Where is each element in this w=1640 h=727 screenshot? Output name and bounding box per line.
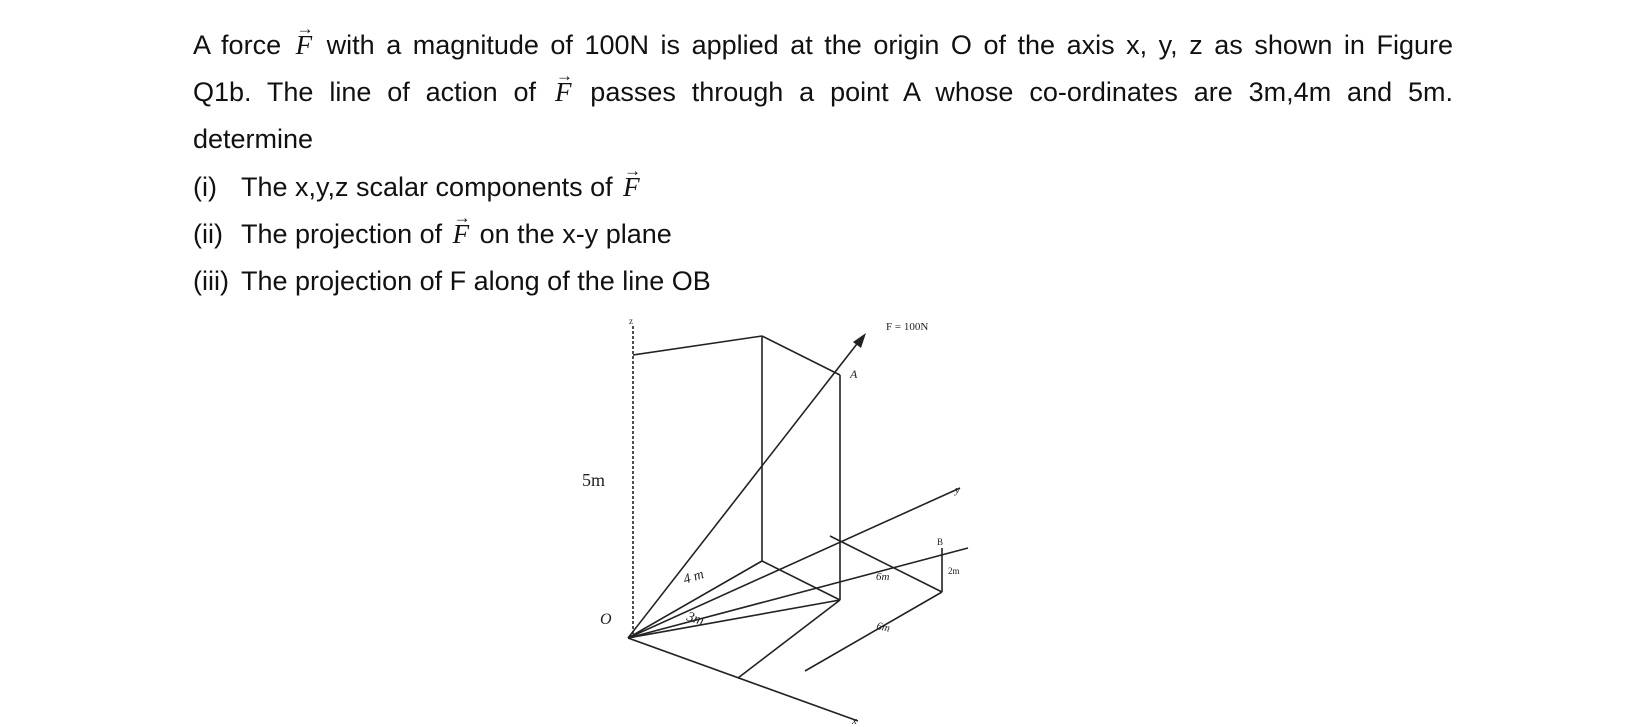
item-iii: [193, 258, 711, 305]
vector-f-symbol: → F: [620, 164, 643, 211]
label-dim-5m: 5m: [582, 470, 606, 490]
question-line-2: [193, 69, 1453, 116]
item-number: (iii): [193, 266, 229, 296]
label-axis-y: y: [955, 484, 960, 496]
line2-start: Q1b. The line of action of: [193, 77, 552, 107]
item-text: The projection of F along of the line OB: [241, 266, 711, 296]
label-point-b: B: [937, 537, 944, 547]
item-i: [193, 164, 711, 211]
box-edge: [762, 561, 840, 600]
item-tail: on the x-y plane: [472, 219, 672, 249]
vector-f-symbol: → F: [552, 69, 575, 116]
question-line-1: [193, 22, 1453, 69]
item-number: (ii): [193, 219, 223, 249]
label-force: F = 100N: [886, 321, 929, 333]
item-text: The projection of: [241, 219, 450, 249]
item-ii: [193, 211, 711, 258]
label-dim-2m: 2m: [948, 566, 960, 576]
box-edge: [762, 336, 840, 375]
figure-q1b: [570, 318, 1040, 727]
label-dim-4m: 4 m: [681, 567, 706, 588]
line2-end: passes through a point A whose co-ordinates are 3m,4m and 5m.: [574, 77, 1453, 107]
ob-construction: [830, 536, 942, 592]
label-origin: O: [600, 611, 612, 628]
box-edge: [738, 600, 840, 678]
question-line-3: determine: [193, 124, 314, 154]
ob-construction: [805, 592, 942, 671]
label-point-a: A: [850, 367, 858, 381]
question-paragraph: [193, 22, 1453, 163]
item-text: The x,y,z scalar components of: [241, 172, 621, 202]
box-edge: [633, 336, 762, 355]
x-axis: [628, 638, 858, 721]
label-dim-6m-b: 6m: [875, 620, 892, 635]
vector-f-symbol: → F: [293, 22, 316, 69]
label-axis-z: z: [629, 318, 633, 326]
label-axis-x: x: [852, 715, 857, 727]
line1-end: with a magnitude of 100N is applied at the origin O of the axis x, y, z as shown in Figure: [315, 30, 1453, 60]
item-number: (i): [193, 172, 217, 202]
label-dim-6m-a: 6m: [876, 571, 890, 583]
line1-start: A force: [193, 30, 293, 60]
question-items: [193, 164, 711, 305]
label-dim-3m: 3m: [684, 609, 706, 630]
vector-f-symbol: → F: [450, 211, 473, 258]
